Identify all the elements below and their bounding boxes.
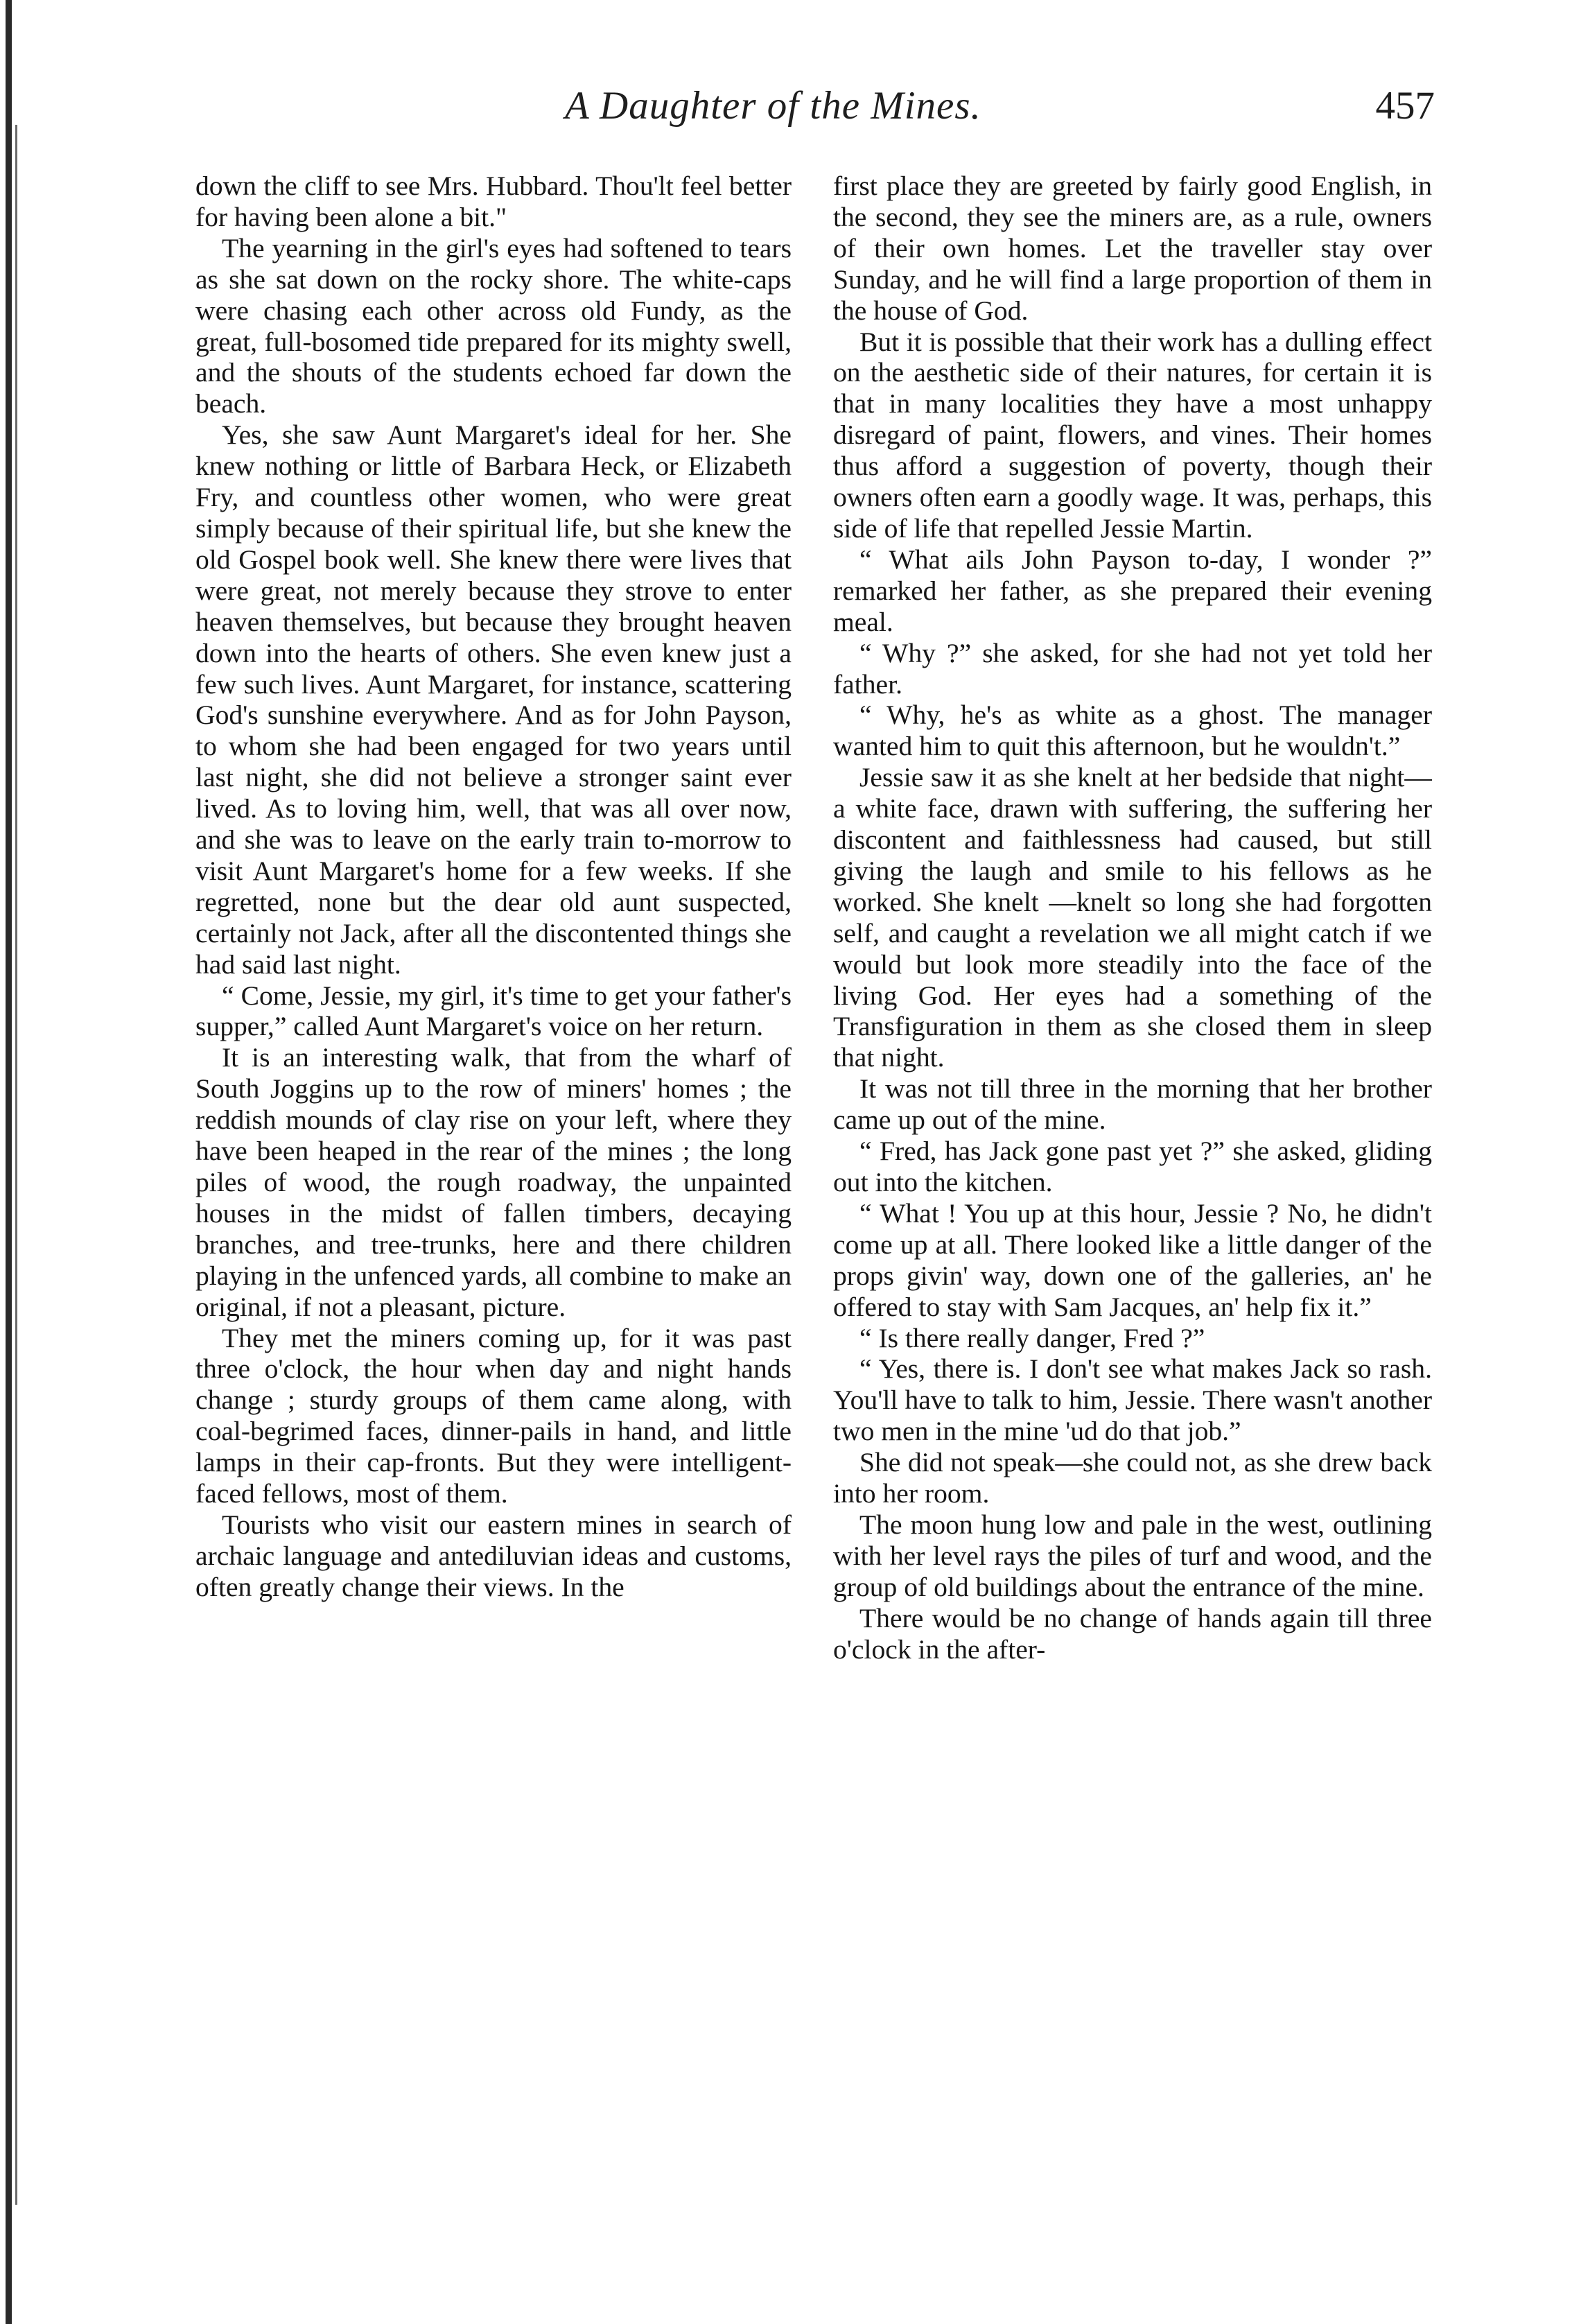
paragraph: Yes, she saw Aunt Margaret's ideal for her. She knew nothing or little of Barbara Heck, or Elizabeth Fry, and countless other women, who were great simply because of their spiritual life, but she knew the old Gospel book well. She knew there were lives that were great, not merely because they strove to enter heaven themselves, but because they brought heaven down into the hearts of others. She even knew just a few such lives. Aunt Margaret, for instance, scattering God's sunshine everywhere. And as for John Payson, to whom she had been engaged for two years until last night, she did not believe a stronger saint ever lived. As to loving him, well, that was all over now, and she was to leave on the early train to-morrow to visit Aunt Margaret's home for a few weeks. If she regretted, none but the dear old aunt suspected, certainly not Jack, after all the discontented things she had said last night. [195, 419, 792, 980]
paragraph: “ What ! You up at this hour, Jessie ? No, he didn't come up at all. There looked like a little danger of the props givin' way, down one of the galleries, an' he offered to stay with Sam Jacques, an' help fix it.” [833, 1197, 1432, 1322]
paragraph: It was not till three in the morning that her brother came up out of the mine. [833, 1073, 1432, 1136]
paragraph: It is an interesting walk, that from the wharf of South Joggins up to the row of miners' homes ; the reddish mounds of clay rise on your left, where they have been heaped in the rear of the mines ; the long piles of wood, the rough roadway, the unpainted houses in the midst of fallen timbers, decaying branches, and tree-trunks, here and there children playing in the unfenced yards, all combine to make an original, if not a pleasant, picture. [195, 1042, 792, 1322]
paragraph: “ Yes, there is. I don't see what makes Jack so rash. You'll have to talk to him, Jessie. There wasn't another two men in the mine 'ud do that job.” [833, 1353, 1432, 1447]
running-title: A Daughter of the Mines. [565, 84, 981, 128]
page-number: 457 [1375, 84, 1435, 128]
paragraph: Jessie saw it as she knelt at her bedside that night—a white face, drawn with suffering, the suffering her discontent and faithlessness had caused, but still giving the laugh and smile to his fellows as he worked. She knelt —knelt so long she had forgotten self, and caught a revelation we all might catch if we would but look more steadily into the face of the living God. Her eyes had a something of the Transfiguration in them as she closed them in sleep that night. [833, 762, 1432, 1073]
right-column [833, 171, 1432, 2278]
paragraph: “ Fred, has Jack gone past yet ?” she asked, gliding out into the kitchen. [833, 1136, 1432, 1197]
binding-shadow [15, 125, 17, 2205]
paragraph: The yearning in the girl's eyes had softened to tears as she sat down on the rocky shore. The white-caps were chasing each other across old Fundy, as the great, full-bosomed tide prepared for its mighty swell, and the shouts of the students echoed far down the beach. [195, 232, 792, 419]
paragraph: “ Is there really danger, Fred ?” [859, 1322, 1205, 1353]
paragraph: She did not speak—she could not, as she drew back into her room. [833, 1447, 1432, 1509]
page-header [194, 83, 1435, 146]
paragraph: Tourists who visit our eastern mines in search of archaic language and antediluvian ideas and customs, often greatly change their views. In the [195, 1509, 792, 1602]
paragraph: The moon hung low and pale in the west, outlining with her level rays the piles of turf and wood, and the group of old buildings about the entrance of the mine. [833, 1509, 1432, 1602]
paragraph: down the cliff to see Mrs. Hubbard. Thou'lt feel better for having been alone a bit." [195, 171, 792, 232]
paragraph: They met the miners coming up, for it was past three o'clock, the hour when day and night hands change ; sturdy groups of them came along, with coal-begrimed faces, dinner-pails in hand, and little lamps in their cap-fronts. But they were intelligent-faced fellows, most of them. [195, 1322, 792, 1509]
paragraph: But it is possible that their work has a dulling effect on the aesthetic side of their natures, for certain it is that in many localities they have a most unhappy disregard of paint, flowers, and vines. Their homes thus afford a suggestion of poverty, though their owners often earn a goodly wage. It was, perhaps, this side of life that repelled Jessie Martin. [833, 326, 1432, 544]
left-column [195, 171, 792, 2278]
paragraph: There would be no change of hands again till three o'clock in the after- [833, 1602, 1432, 1665]
binding-edge [6, 0, 12, 2324]
paragraph: “ Why ?” she asked, for she had not yet told her father. [833, 637, 1432, 700]
paragraph: first place they are greeted by fairly good English, in the second, they see the miners are, as a rule, owners of their own homes. Let the traveller stay over Sunday, and he will find a large proportion of them in the house of God. [833, 171, 1432, 326]
paragraph: “ What ails John Payson to-day, I wonder ?” remarked her father, as she prepared their evening meal. [833, 544, 1432, 637]
paragraph: “ Why, he's as white as a ghost. The manager wanted him to quit this afternoon, but he wouldn't.” [833, 700, 1432, 762]
paragraph: “ Come, Jessie, my girl, it's time to get your father's supper,” called Aunt Margaret's voice on her return. [195, 980, 792, 1042]
